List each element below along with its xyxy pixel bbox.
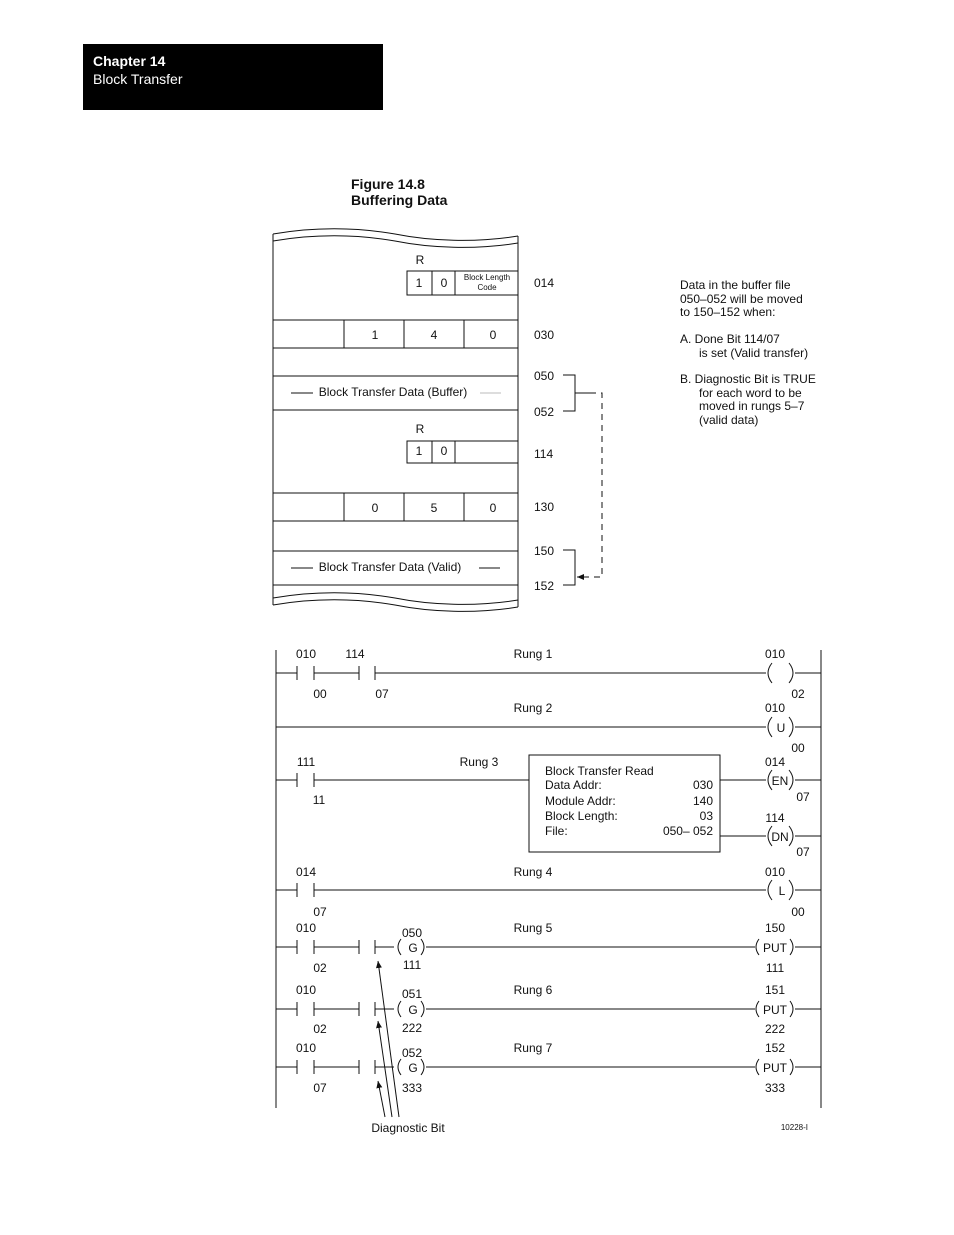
get-address: 051 bbox=[401, 987, 423, 1001]
get-symbol: G bbox=[408, 941, 418, 955]
rung-2 bbox=[276, 701, 821, 755]
word-030-digit: 4 bbox=[430, 328, 438, 342]
put-value: 111 bbox=[765, 961, 785, 975]
get-address: 052 bbox=[401, 1046, 423, 1060]
btr-field-value: 140 bbox=[692, 794, 713, 808]
table-top-break bbox=[273, 229, 518, 241]
word-030-digit: 0 bbox=[489, 328, 497, 342]
address-label: 150 bbox=[534, 544, 555, 558]
coil-address: 114 bbox=[765, 811, 785, 825]
contact-address: 014 bbox=[295, 865, 317, 879]
contact-bit: 00 bbox=[313, 687, 327, 701]
note-line: A. Done Bit 114/07 bbox=[680, 332, 780, 346]
btr-field-label: Module Addr: bbox=[545, 794, 616, 808]
coil-address: 014 bbox=[764, 755, 786, 769]
contact-address: 010 bbox=[295, 921, 317, 935]
note-line: to 150–152 when: bbox=[680, 305, 776, 319]
contact-bit: 11 bbox=[312, 793, 326, 807]
rung-7 bbox=[276, 1041, 821, 1095]
note-line: Data in the buffer file bbox=[680, 278, 791, 292]
btr-field-label: Block Length: bbox=[545, 809, 618, 823]
table-top-break bbox=[273, 236, 518, 248]
btr-field-value: 050– 052 bbox=[662, 824, 713, 838]
word-130-digit: 0 bbox=[489, 501, 497, 515]
contact-bit: 02 bbox=[313, 1022, 327, 1036]
contact-address: 010 bbox=[295, 983, 317, 997]
put-address: 151 bbox=[764, 983, 786, 997]
output-coil bbox=[768, 663, 772, 683]
rung-label: Rung 6 bbox=[513, 983, 553, 997]
latch-coil bbox=[768, 880, 772, 900]
btr-field-value: 03 bbox=[699, 809, 713, 823]
chapter-number: Chapter 14 bbox=[93, 53, 166, 69]
rung-label: Rung 3 bbox=[459, 755, 499, 769]
rung-label: Rung 1 bbox=[513, 647, 553, 661]
address-label: 130 bbox=[534, 500, 555, 514]
word-030-digit: 1 bbox=[371, 328, 379, 342]
put-instruction bbox=[756, 1001, 759, 1017]
coil-symbol: EN bbox=[771, 774, 789, 788]
word-130-digit: 5 bbox=[430, 501, 438, 515]
get-value: 111 bbox=[402, 958, 422, 972]
word-130-digit: 0 bbox=[371, 501, 379, 515]
coil-address: 010 bbox=[764, 647, 786, 661]
rack-label-r: R bbox=[415, 422, 425, 436]
contact-bit: 07 bbox=[313, 905, 327, 919]
rung-label: Rung 7 bbox=[513, 1041, 553, 1055]
coil-address: 010 bbox=[764, 701, 786, 715]
table-bottom-break bbox=[273, 600, 518, 612]
coil-bit: 07 bbox=[796, 790, 810, 804]
address-label: 050 bbox=[534, 369, 555, 383]
put-address: 152 bbox=[764, 1041, 786, 1055]
note-line: is set (Valid transfer) bbox=[699, 345, 809, 360]
diagnostic-bit-arrows bbox=[378, 961, 399, 1117]
get-value: 333 bbox=[401, 1081, 423, 1095]
coil-bit: 00 bbox=[791, 905, 805, 919]
note-line: 050–052 will be moved bbox=[680, 291, 803, 306]
coil-bit: 00 bbox=[791, 741, 805, 755]
rung-3 bbox=[276, 755, 821, 859]
bit-cell: 0 bbox=[440, 444, 448, 458]
rack-label-r: R bbox=[415, 253, 425, 267]
get-symbol: G bbox=[408, 1003, 418, 1017]
put-address: 150 bbox=[764, 921, 786, 935]
figure-code: 10228-I bbox=[780, 1123, 808, 1132]
put-value: 333 bbox=[764, 1081, 786, 1095]
table-bottom-break bbox=[273, 593, 518, 605]
get-symbol: G bbox=[408, 1061, 418, 1075]
coil-symbol: L bbox=[778, 884, 786, 898]
bit-cell: 1 bbox=[415, 276, 423, 290]
address-label: 014 bbox=[534, 276, 555, 290]
rung-label: Rung 2 bbox=[513, 701, 553, 715]
coil-address: 010 bbox=[764, 865, 786, 879]
put-symbol: PUT bbox=[763, 1061, 787, 1075]
rung-1 bbox=[276, 647, 821, 701]
bit-cell: 1 bbox=[415, 444, 423, 458]
coil-bit: 07 bbox=[796, 845, 810, 859]
get-value: 222 bbox=[401, 1021, 423, 1035]
address-label: 152 bbox=[534, 579, 555, 593]
rung-5 bbox=[276, 921, 821, 975]
status-word-114 bbox=[407, 441, 518, 463]
btr-title: Block Transfer Read bbox=[545, 764, 654, 778]
contact-address: 010 bbox=[295, 1041, 317, 1055]
rung-6 bbox=[276, 983, 821, 1036]
ladder-rails bbox=[276, 650, 821, 1108]
figure-title: Buffering Data bbox=[351, 192, 448, 208]
note-line: for each word to be bbox=[699, 385, 802, 400]
put-value: 222 bbox=[764, 1022, 786, 1036]
put-instruction bbox=[756, 939, 759, 955]
contact-bit: 07 bbox=[375, 687, 389, 701]
address-label: 114 bbox=[534, 447, 554, 461]
address-label: 052 bbox=[534, 405, 555, 419]
rung-4 bbox=[276, 865, 821, 919]
block-length-code: Block Length Code bbox=[463, 273, 511, 292]
chapter-title: Block Transfer bbox=[93, 71, 183, 87]
rung-label: Rung 4 bbox=[513, 865, 553, 879]
rung-label: Rung 5 bbox=[513, 921, 553, 935]
btr-field-label: Data Addr: bbox=[545, 778, 602, 792]
contact-bit: 07 bbox=[313, 1081, 327, 1095]
move-arrow bbox=[563, 375, 602, 585]
buffer-data-label: Block Transfer Data (Buffer) bbox=[318, 385, 468, 399]
get-address: 050 bbox=[401, 926, 423, 940]
put-instruction bbox=[756, 1059, 759, 1075]
contact-address: 010 bbox=[295, 647, 317, 661]
figure-number: Figure 14.8 bbox=[351, 176, 425, 192]
unlatch-coil bbox=[768, 717, 772, 737]
diagnostic-bit-label: Diagnostic Bit bbox=[371, 1121, 445, 1135]
put-symbol: PUT bbox=[763, 941, 787, 955]
contact-address: 111 bbox=[296, 755, 316, 769]
coil-symbol: DN bbox=[771, 830, 789, 844]
put-symbol: PUT bbox=[763, 1003, 787, 1017]
note-line: B. Diagnostic Bit is TRUE bbox=[680, 372, 816, 386]
bit-cell: 0 bbox=[440, 276, 448, 290]
coil-symbol: U bbox=[776, 721, 786, 735]
address-label: 030 bbox=[534, 328, 555, 342]
contact-address: 114 bbox=[345, 647, 365, 661]
valid-data-label: Block Transfer Data (Valid) bbox=[318, 560, 462, 574]
coil-bit: 02 bbox=[791, 687, 805, 701]
note-line: (valid data) bbox=[699, 412, 759, 427]
contact-bit: 02 bbox=[313, 961, 327, 975]
btr-field-label: File: bbox=[545, 824, 568, 838]
note-line: moved in rungs 5–7 bbox=[699, 399, 805, 413]
btr-field-value: 030 bbox=[692, 778, 713, 792]
